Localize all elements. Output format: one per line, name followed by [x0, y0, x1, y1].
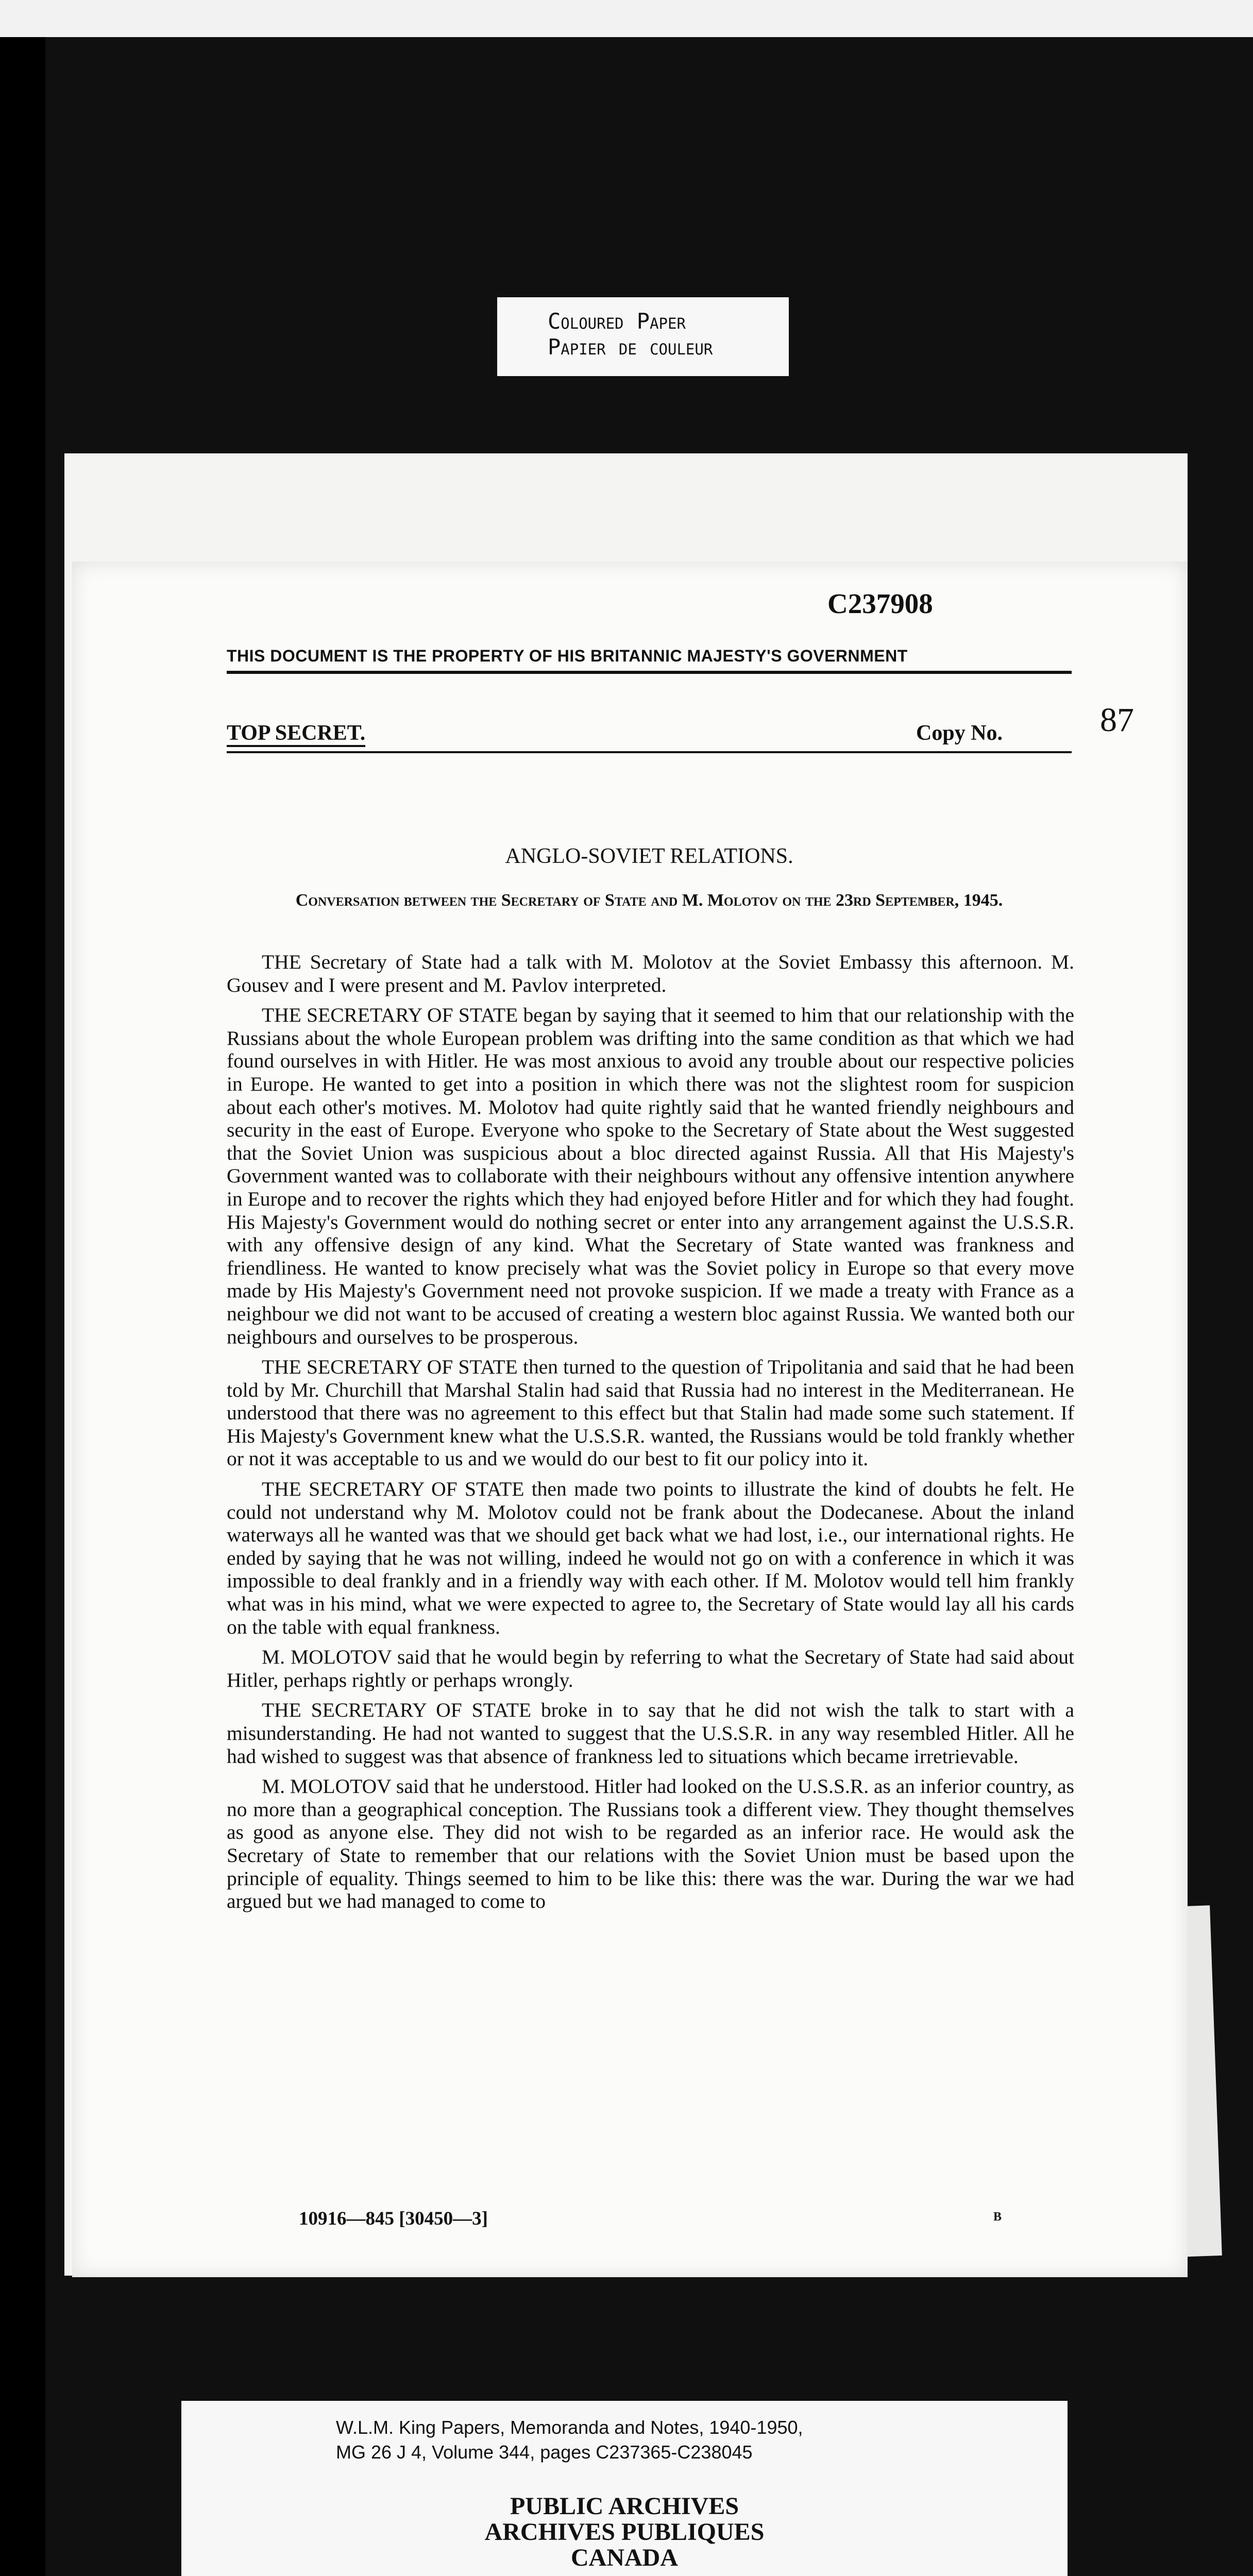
classification-label: TOP SECRET. — [227, 721, 365, 747]
agency-line-2: ARCHIVES PUBLIQUES — [484, 2518, 765, 2546]
document-number: C237908 — [827, 588, 933, 619]
header-rule — [227, 671, 1072, 674]
paragraph: THE SECRETARY OF STATE then turned to the question of Tripolitania and said that he had been told by Mr. Churchill that Marshal Stalin had said that Russia had no interest in the Mediterranean. He understood that there was no agreement to this effect but that Stalin had made some such statement. If His Majesty's Government knew what the U.S.S.R. wanted, the Russians would be told frankly whether or not it was acceptable to us and we would do our best to fit our policy into it. — [227, 1355, 1074, 1470]
document-page — [72, 562, 1188, 2277]
document-title: ANGLO-SOVIET RELATIONS. — [505, 844, 793, 868]
archives-card — [181, 2401, 1068, 2576]
paragraph: M. MOLOTOV said that he understood. Hitler had looked on the U.S.S.R. as an inferior country, as no more than a geographical conception. The Russians took a different view. They thought themselves as good as anyone else. They did not wish to be regarded as an inferior race. He would ask the Secretary of State to remember that our relations with the Soviet Union must be based upon the principle of equality. Things seemed to him to be like this: there was the war. During the war we had argued but we had managed to come to — [227, 1775, 1074, 1913]
citation-line-1: W.L.M. King Papers, Memoranda and Notes, 1940-1950, — [336, 2417, 803, 2438]
classification-rule — [227, 751, 1072, 753]
copy-number-label: Copy No. — [916, 721, 1003, 745]
page-number: 87 — [1100, 701, 1134, 739]
paragraph: THE SECRETARY OF STATE then made two points to illustrate the kind of doubts he felt. He could not understand why M. Molotov could not be frank about the Dodecanese. About the inland waterways all he wanted was that we should get back what we had lost, i.e., our international rights. He ended by saying that he was not willing, indeed he would not go on with a conference in which it was impossible to deal frankly and in a friendly way with each other. If M. Molotov would tell him frankly what was in his mind, what we were expected to agree to, the Secretary of State would lay all his cards on the table with equal frankness. — [227, 1478, 1074, 1638]
film-top-strip — [0, 0, 1253, 37]
label-line-2: Papier de couleur — [548, 334, 713, 360]
label-line-1: Coloured Paper — [548, 309, 686, 334]
print-code: 10916—845 [30450—3] — [299, 2208, 488, 2229]
agency-line-3: CANADA — [571, 2544, 678, 2571]
citation-line-2: MG 26 J 4, Volume 344, pages C237365-C238045 — [336, 2442, 753, 2463]
agency-line-1: PUBLIC ARCHIVES — [510, 2493, 739, 2520]
paragraph: THE Secretary of State had a talk with M. Molotov at the Soviet Embassy this afternoon. M. Gousev and I were present and M. Pavlov interpreted. — [227, 951, 1074, 996]
paragraph: THE SECRETARY OF STATE began by saying that it seemed to him that our relationship with the Russians about the whole European problem was drifting into the same condition as that which we had found ourselves in with Hitler. He was most anxious to avoid any trouble about our respective policies in Europe. He wanted to get into a position in which there was not the slightest room for suspicion about each other's motives. M. Molotov had quite rightly said that he wanted friendly neighbours and security in the east of Europe. Everyone who spoke to the Secretary of State about the West suggested that the Soviet Union was suspicious about a bloc directed against Russia. All that His Majesty's Government wanted was to collaborate with their neighbours without any offensive intention anywhere in Europe and to recover the rights which they had enjoyed before Hitler and for which they had fought. His Majesty's Government would do nothing secret or enter into any arrangement against the U.S.S.R. with any offensive design of any kind. What the Secretary of State wanted was frankness and friendliness. He wanted to know precisely what was the Soviet policy in Europe so that every move made by His Majesty's Government need not provoke suspicion. If we made a treaty with France as a neighbour we did not want to be accused of creating a western bloc against Russia. We wanted both our neighbours and ourselves to be prosperous. — [227, 1004, 1074, 1348]
archive-agency — [181, 2494, 1068, 2571]
property-notice: THIS DOCUMENT IS THE PROPERTY OF HIS BRITANNIC MAJESTY'S GOVERNMENT — [227, 647, 908, 665]
signature-mark: B — [993, 2210, 1002, 2224]
paragraph: THE SECRETARY OF STATE broke in to say that he did not wish the talk to start with a misunderstanding. He had not wanted to suggest that the U.S.S.R. in any way resembled Hitler. All he had wished to suggest was that absence of frankness led to situations which became irretrievable. — [227, 1699, 1074, 1768]
coloured-paper-label — [497, 297, 789, 376]
film-frame-edge — [0, 37, 45, 2576]
document-body — [227, 951, 1074, 1920]
document-subtitle: Conversation between the Secretary of State and M. Molotov on the 23rd September, 1945. — [295, 891, 1003, 910]
archive-citation — [336, 2415, 803, 2465]
paragraph: M. MOLOTOV said that he would begin by referring to what the Secretary of State had said about Hitler, perhaps rightly or perhaps wrongly. — [227, 1646, 1074, 1691]
